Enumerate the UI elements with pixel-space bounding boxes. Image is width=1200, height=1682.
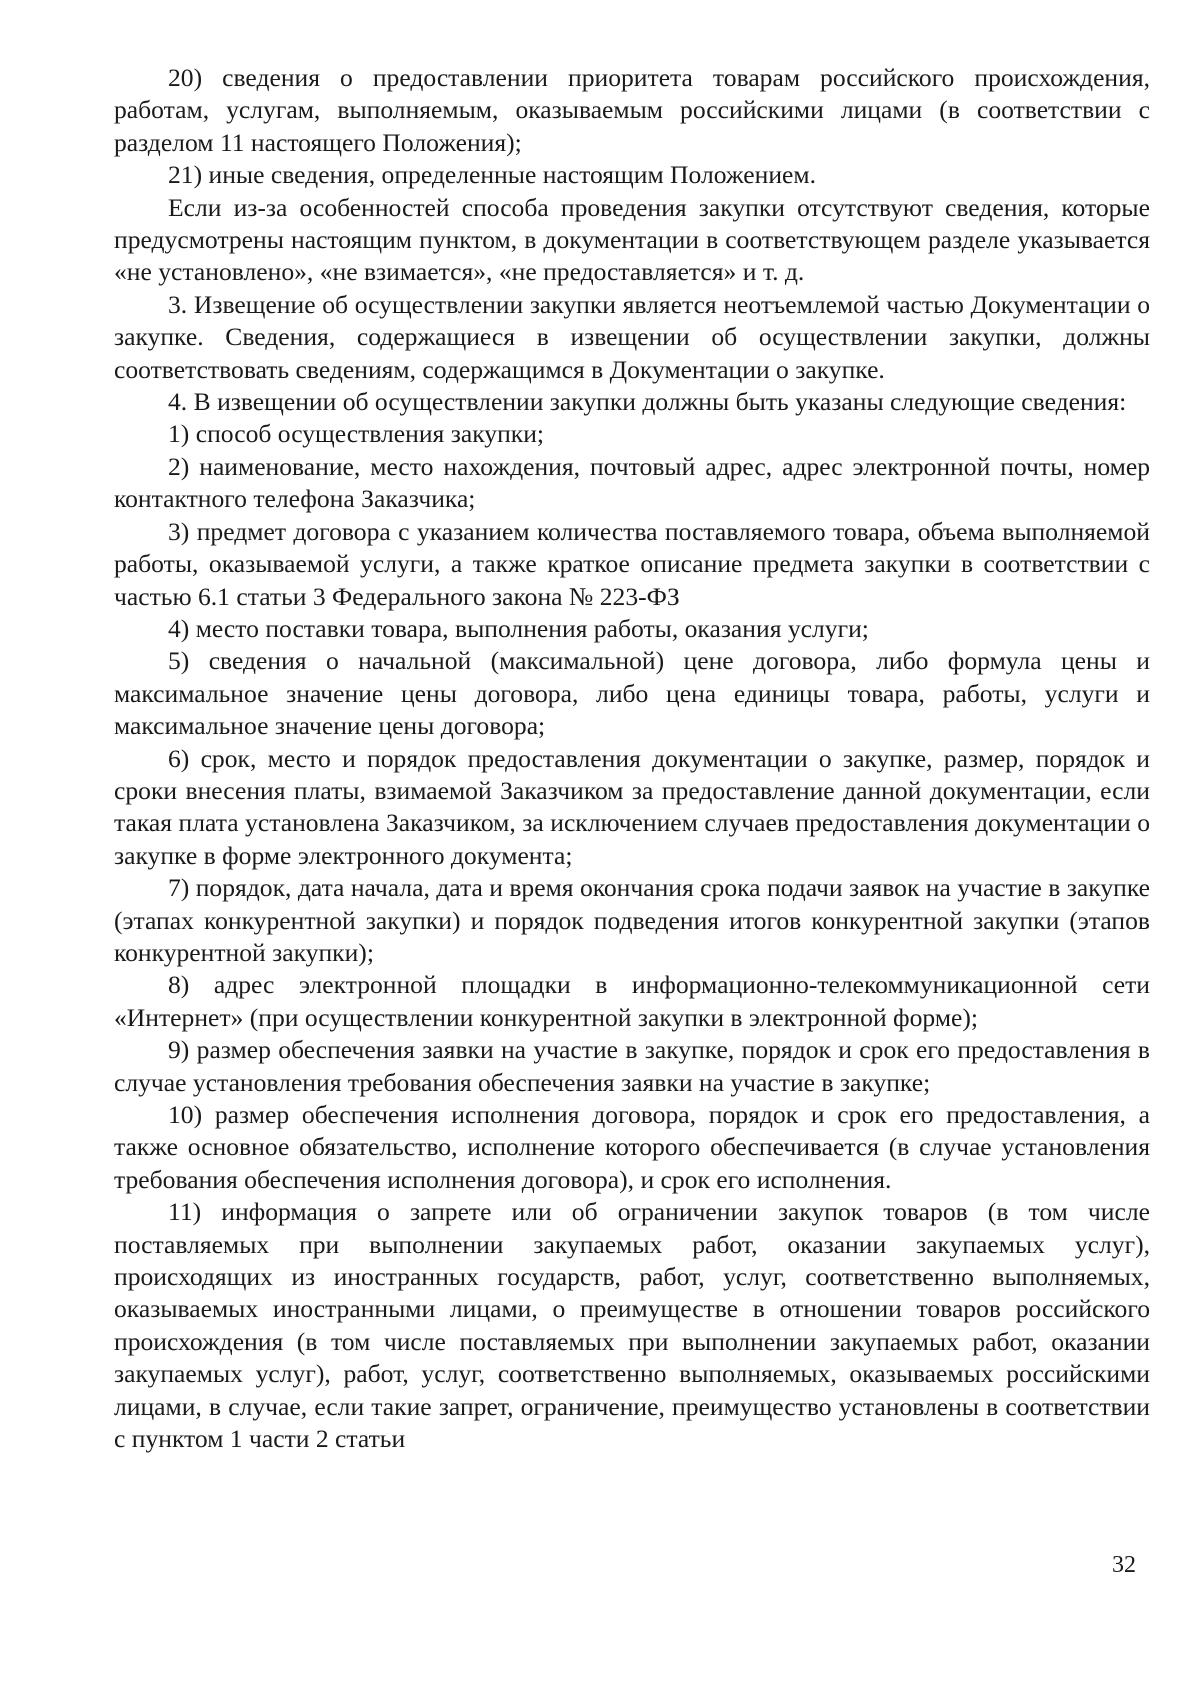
paragraph-clause-4: 4. В извещении об осуществлении закупки должны быть указаны следующие сведения: xyxy=(168,387,1127,417)
list-item-6: 6) срок, место и порядок предоставления документации о закупке, размер, порядок и сроки внесения платы, взимаемой Заказчиком за предоставление данной документации, если такая плата установлена Заказчиком, за исключением случаев предоставления документации о закупке в форме электронного документа; xyxy=(114,743,1150,870)
paragraph-clause-3: 3. Извещение об осуществлении закупки является неотъемлемой частью Документации о закупке. Сведения, содержащиеся в извещении об осуществлении закупки, должны соответствовать сведениям, содержащимся в Документации о закупке. xyxy=(114,289,1150,384)
list-item-4: 4) место поставки товара, выполнения работы, оказания услуги; xyxy=(168,613,869,643)
list-item-2: 2) наименование, место нахождения, почтовый адрес, адрес электронной почты, номер контактного телефона Заказчика; xyxy=(114,451,1150,514)
page-number: 32 xyxy=(1112,1552,1136,1578)
list-item-11: 11) информация о запрете или об ограничении закупок товаров (в том числе поставляемых при выполнении закупаемых работ, оказании закупаемых услуг), происходящих из иностранных государств, работ, услуг, соответственно выполняемых, оказываемых иностранными лицами, о преимуществе в отношении товаров российского происхождения (в том числе поставляемых при выполнении закупаемых работ, оказании закупаемых услуг), работ, услуг, соответственно выполняемых, оказываемых российскими лицами, в случае, если такие запрет, ограничение, преимущество установлены в соответствии с пунктом 1 части 2 статьи xyxy=(114,1197,1150,1454)
list-item-3: 3) предмет договора с указанием количества поставляемого товара, объема выполняемой работы, оказываемой услуги, а также краткое описание предмета закупки в соответствии с частью 6.1 статьи 3 Федерального закона № 223-ФЗ xyxy=(114,516,1150,611)
list-item-10: 10) размер обеспечения исполнения договора, порядок и срок его предоставления, а также основное обязательство, исполнение которого обеспечивается (в случае установления требования обеспечения исполнения договора), и срок его исполнения. xyxy=(114,1100,1150,1194)
list-item-7: 7) порядок, дата начала, дата и время окончания срока подачи заявок на участие в закупке (этапах конкурентной закупки) и порядок подведения итогов конкурентной закупки (этапов конкурентной закупки); xyxy=(114,873,1150,967)
paragraph-note-not-established: Если из-за особенностей способа проведения закупки отсутствуют сведения, которые предусмотрены настоящим пунктом, в документации в соответствующем разделе указывается «не установлено», «не взимается», «не предоставляется» и т. д. xyxy=(114,192,1150,287)
list-item-1: 1) способ осуществления закупки; xyxy=(168,419,545,449)
paragraph-item-21: 21) иные сведения, определенные настоящим Положением. xyxy=(168,160,816,190)
document-body xyxy=(114,62,1150,1455)
list-item-8: 8) адрес электронной площадки в информационно-телекоммуникационной сети «Интернет» (при осуществлении конкурентной закупки в электронной форме); xyxy=(114,970,1150,1032)
list-item-5: 5) сведения о начальной (максимальной) цене договора, либо формула цены и максимальное значение цены договора, либо цена единицы товара, работы, услуги и максимальное значение цены договора; xyxy=(114,646,1150,741)
list-item-9: 9) размер обеспечения заявки на участие в закупке, порядок и срок его предоставления в случае установления требования обеспечения заявки на участие в закупке; xyxy=(114,1035,1150,1097)
paragraph-item-20: 20) сведения о предоставлении приоритета товарам российского происхождения, работам, услугам, выполняемым, оказываемым российскими лицами (в соответствии с разделом 11 настоящего Положения); xyxy=(114,63,1150,157)
